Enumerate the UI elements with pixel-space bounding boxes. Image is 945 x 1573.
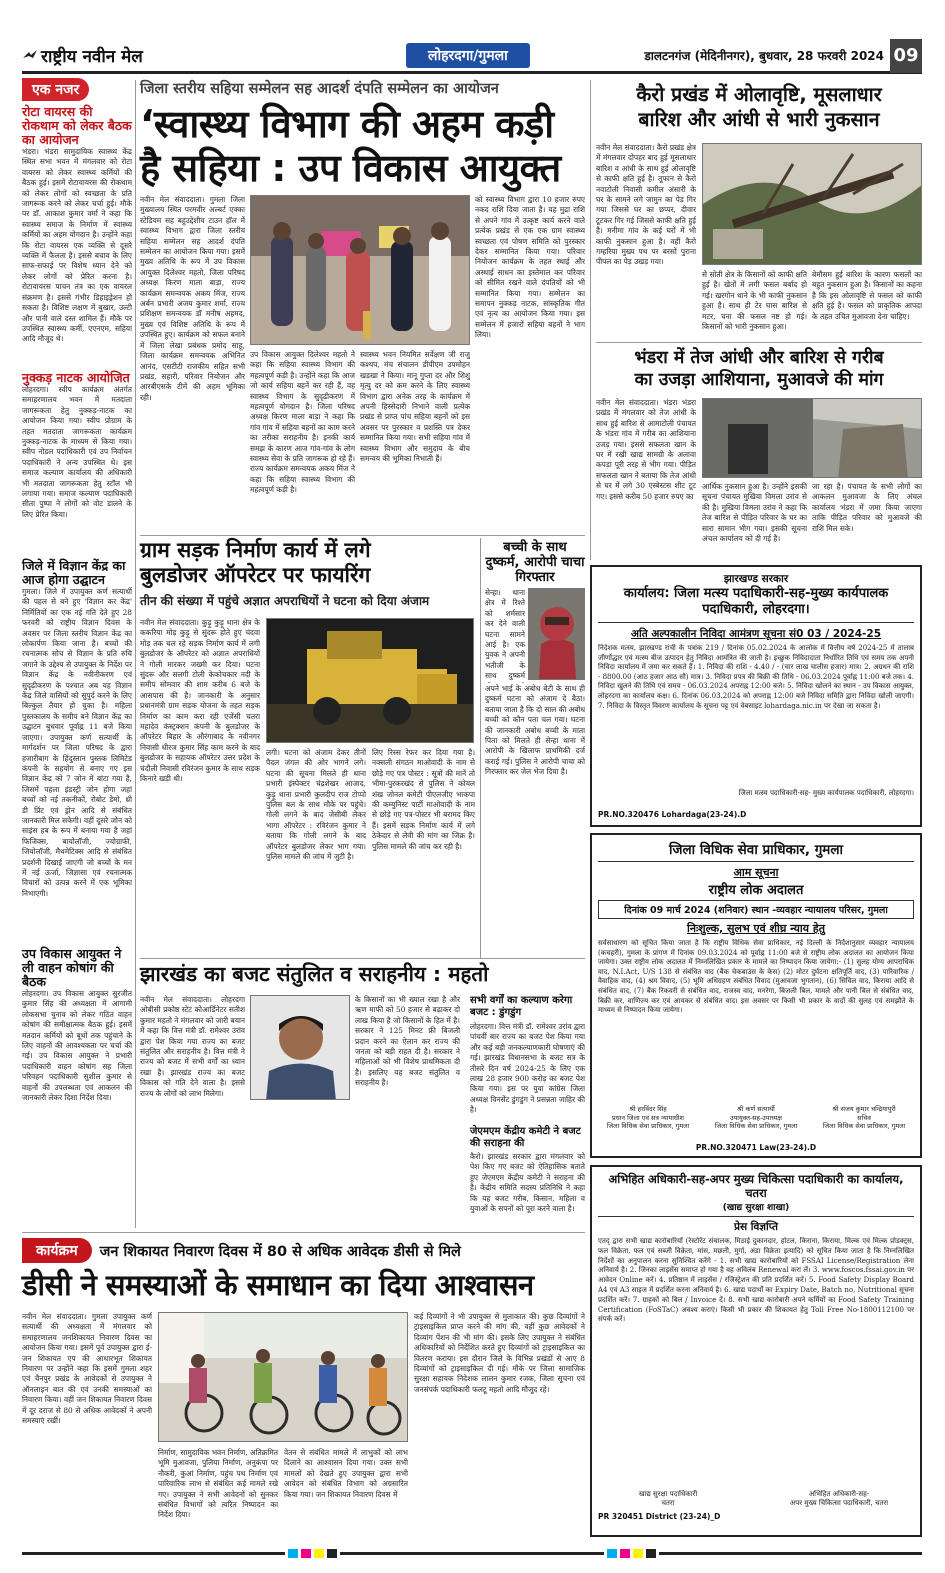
brief-4-headline: उप विकास आयुक्त ने ली वाहन कोषांग की बैठक: [22, 946, 122, 989]
masthead: [22, 40, 922, 74]
bachhi-col-2: अपने भाई के अबोध बेटी के साथ ही दुष्कर्म घटना को अंजाम दे बैठा। बताया जाता है कि दो साल की अबोध बच्ची को कौन पता चल गया। घटना की जानकारी अबोध बच्ची के माता पिता को मिलते ही सेन्हा थाना में आरोपी के खिलाफ प्राथमिकी दर्ज कराई गई। पुलिस ने आरोपी चाचा को गिरफ्तार कर जेल भेज दिया है।: [485, 684, 585, 777]
karyakram-label: कार्यक्रम: [22, 1238, 92, 1263]
bulldozer-story: [140, 538, 475, 609]
notice2-sign-2: श्री कर्ण सत्यार्थी उपायुक्त-सह-उपाध्यक्ष जिला विधिक सेवा प्राधिकार, गुमला: [714, 1105, 798, 1130]
budget-headline: झारखंड का बजट संतुलित व सराहनीय : महतो: [140, 962, 489, 986]
brief-2-body: लोहरदगा। स्वीप कार्यक्रम अंतर्गत समाहरणालय भवन में मतदाता जागरूकता हेतु नुक्कड़-नाटक का आयोजन किया गया। स्वीप प्रोग्राम के तहत मतदाता जागरूकता कार्यक्रम नुक्कड़-नाटक के माध्यम से किया गया। स्वीप नोडल पदाधिकारी एवं उप निर्वाचन पदाधिकारी ने अन्य उपस्थित थे। इस समाज कल्याण कार्यालय की अधिकारी भी मतदाता जागरूकता हेतु स्टॉल भी लगाया गया। समाज कल्याण पदाधिकारी सीता पुष्पा ने लोगों को वोट डालने के लिए प्रेरित किया।: [22, 385, 132, 519]
karo-col-2: से सोती क्षेत्र के किसानों को काफी क्षति हुई है। खेतों में लगी फसल बर्बाद हो गई। खरगोन थाने के भी काफी नुकसान हुआ है। साथ ही टेर घास बारिश से मटर, चना की फसल नष्ट हो गई। किसानों को भारी नुकसान हुआ।: [702, 270, 807, 332]
bulldozer-col-2: लगी। घटना को अंजाम देकर तीनों पैदल जंगल की ओर भागने लगे। घटना की सूचना मिलते ही थाना प्रभारी इंस्पेक्टर चंद्रशेखर आजाद, कुड़ू थाना प्रभारी कुलदीप राज टोप्पो पुलिस बल के साथ मौके पर पहुंचे। गोली लगने के बाद जेसीबी लेकर भागा ऑपरेटर : रविरंजन कुमार ने बताया कि गोली लगने के बाद ऑपरेटर बुलडोजर लेकर भाग गया। पुलिस मामले की जांच में जुटी है।: [266, 748, 366, 862]
lead-headline-line2: है सहिया : उप विकास आयुक्त: [140, 146, 561, 190]
notice3-office: अभिहित अधिकारी-सह-अपर मुख्य चिकित्सा पदाधिकारी का कार्यालय, चतरा: [608, 1172, 904, 1200]
notice2-date-line: दिनांक 09 मार्च 2024 (शनिवार) स्थान -व्यवहार न्यायालय परिसर, गुमला: [598, 900, 914, 919]
brief-1-headline: रोटा वायरस की रोकथाम को लेकर बैठक का आयोजन: [22, 104, 132, 147]
notice1-signature: जिला मत्स्य पदाधिकारी-सह- मुख्य कार्यपालक पदाधिकारी, लोहरदगा।: [738, 789, 914, 797]
notice2-sign-3: श्री संजय कुमार चन्द्रियापुरी सचिव जिला विधिक सेवा प्राधिकार, गुमला: [822, 1105, 906, 1130]
mahto-photo: [250, 995, 350, 1100]
tricycle-photo: [158, 1312, 408, 1442]
bachhi-story: [485, 540, 585, 585]
budget-story: [140, 962, 585, 987]
notice1-body: निदेशक मत्स्य, झारखण्ड रांची के पत्रांक 219 / दिनांक 05.02.2024 के आलोक में वित्तीय वर्ष 2024-25 में तालाब जीर्णोद्धार एवं मत्स्य बीज उत्पादन हेतु निविदा आमंत्रित की जाती है। इच्छुक निविदादाता निर्धारित तिथि एवं समय तक अपनी निविदा कार्यालय में जमा कर सकते हैं। 1. निविदा की राशि - 4.40 / - (चार लाख चालीस हजार) मात्र। 2. अग्रधन की राशि - 8800.00 (आठ हजार आठ सौ) मात्र। 3. निविदा प्रपत्र की बिक्री की तिथि - 06.03.2024 पूर्वाह्न 11:00 बजे तक। 4. निविदा खुलने की तिथि एवं समय - 06.03.2024 अपराह्न 12:00 बजे। 5. निविदा खोलने का स्थान - उप विकास आयुक्त, लोहरदगा का कार्यालय कक्ष। 6. दिनांक 06.03.2024 को अपराह्न 12:00 बजे निविदा समिति द्वारा निविदा खोली जाएगी। 7. निविदा के विस्तृत विवरण कार्यालय के सूचना पट्ट एवं वेबसाइट lohardaga.nic.in पर देखा जा सकता है।: [598, 644, 914, 710]
brief-3-headline: जिले में विज्ञान केंद्र का आज होगा उद्घाटन: [22, 558, 126, 587]
jmm-headline: जेएमएम केंद्रीय कमेटी ने बजट की सराहना की: [470, 1126, 581, 1149]
karo-story: [596, 82, 922, 132]
ek-nazar-label: एक नजर: [22, 78, 89, 101]
lead-col-1: नवीन मेल संवाददाता। गुमला जिला मुख्यालय स्थित परमवीर अल्बर्ट एक्का स्टेडियम सह बहुउद्देशीय टाउन हॉल में स्वास्थ्य विभाग द्वारा जिला स्तरीय सहिया सम्मेलन सह आदर्श दंपति सम्मेलन का आयोजन किया गया। इसमें मुख्य अतिथि के रूप में उप विकास आयुक्त दिलेश्वर महतो, जिला परिषद अध्यक्ष किरण माला बाड़ा, राज्य कार्यक्रम समन्वयक अकय मिंज, राज्य अर्बन प्रभारी अजय कुमार शर्मा, राज्य प्रशिक्षण समन्वयक डॉ मनीष अहमद, मुख्य एवं विशिष्ट अतिथि के रूप में उपस्थित हुए। कार्यक्रम को सफल बनाने में जिला लेखा प्रबंधक प्रमोद साहू, जिला कार्यक्रम समन्वयक अभिनित आनंद, एसटीटी राजकीय सहित सभी प्रखंड, सहारी, परिवार नियोजन और आरबीएसके टीमें की अहम भूमिका रही।: [140, 195, 245, 402]
section-tag: लोहरदगा/गुमला: [406, 43, 530, 68]
bulldozer-subhead: तीन की संख्या में पहुंचे अज्ञात अपराधियों ने घटना को दिया अंजाम: [140, 594, 430, 608]
bhandra-headline-line1: भंडरा में तेज आंधी और बारिश से गरीब: [634, 348, 884, 368]
karyakram-col-1: नवीन मेल संवाददाता। गुमला उपायुक्त कर्ण सत्यार्थी की अध्यक्षता में मंगलवार को समाहरणालय जनशिकायत निवारण दिवस का आयोजन किया गया। इसमें पूर्व उपायुक्त द्वारा ई-जन शिकायत एप की आधारभूत शिकायत निवारण पर उन्होंने कहा कि इसमें गुमला शहर एवं चैनपुर प्रखंड के आवेदकों से उपायुक्त ने ऑनलाइन बात की एवं उनकी समस्याओं का निवारण किया। वहीं जन शिकायत निवारण दिवस में दूर दराज से 80 से अधिक आवेदकों ने अपनी समस्याएं रखीं।: [22, 1312, 152, 1426]
notice2-body: सर्वसाधारण को सूचित किया जाता है कि राष्ट्रीय विधिक सेवा प्राधिकार, नई दिल्ली के निर्देशानुसार व्यवहार न्यायालय (कचहरी), गुमला के प्रांगण में दिनांक 09.03.2024 को पूर्वाह्न 11:00 बजे से राष्ट्रीय लोक अदालत का आयोजन किया जायेगा। उक्त राष्ट्रीय लोक अदालत में निम्नलिखित प्रकार के मामले का निष्पादन किया जायेगा:- (1) सुलह योग्य आपराधिक वाद, N.I.Act, U/S 138 से संबंधित वाद (बैंक चेकबाउंस के केस) (2) मोटर दुर्घटना क्षतिपूर्ति वाद, (3) पारिवारिक / वैवाहिक वाद, (4) श्रम विवाद, (5) भूमि अधिग्रहण संबंधित विवाद (मुआवजा भुगतान), (6) सिविल वाद, किराया आदि से संबंधित वाद, (7) बैंक रिकवरी से संबंधित वाद, राजस्व वाद, मनरेगा, बिजली बिल, मामले और पानी बिल से संबंधित वाद, बिक्री कर, वाणिज्य कर एवं आयकर से संबंधित वाद। इस अवसर पर किसी भी प्रकार के वादों की सुलह एवं समझौते के माध्यम से निष्पादन किया जायेगा।: [598, 939, 914, 1015]
notice2-tagline: निःशुल्क, सुलभ एवं शीघ्र न्याय हेतु: [686, 922, 825, 935]
brief-1-body: भंडरा। भंडरा सामुदायिक स्वास्थ्य केंद्र स्थित सभा भवन में मंगलवार को रोटा वायरस को लेकर स्वास्थ्य कर्मियों की बैठक हुई। इसमें रोटावायरस की रोकथाम को लेकर लोगों को स्वच्छता के प्रति जागरूक करने को लेकर चर्चा हुई। मौके पर डॉ. आकाश कुमार वर्मा ने कहा कि स्वास्थ्य समाज के निर्माण में स्वास्थ्य कर्मियों का अहम योगदान है। उन्होंने कहा कि रोटा वायरस एक व्यक्ति से दूसरे व्यक्ति में फैलता है। इससे बचाव के लिए साफ-सफाई पर विशेष ध्यान देने को लेकर लोगों को प्रेरित करना है। रोटावायरस पाचन तंत्र का एक वायरल संक्रमण है। इससे गंभीर डिहाइड्रेशन हो सकता है। विशिष्ट लक्षण में बुखार, उल्टी और पानी वाले दस्त शामिल हैं। मौके पर उपस्थित स्वास्थ्य कर्मी, एएनएम, सहिया आदि मौजूद थे।: [22, 147, 132, 344]
bhandra-col-1: नवीन मेल संवाददाता। भंडरा भंडरा प्रखंड में मंगलवार को तेज आंधी के साथ हुई बारिश से आमाटोली पंचायत के भंडरा गांव में गरीब का आशियाना उजड़ गया। इससे सफलता खान के घर में रखी खाद्य सामग्री के अलावा कपड़ा पूरी तरह से भीग गया। पीड़ित सफलता खान ने बताया कि तेज आंधी से घर में लगे 30 एस्बेस्टस शीट टूट गए। इससे करीब 50 हजार रुपए का: [596, 398, 696, 501]
notice2-title: राष्ट्रीय लोक अदालत: [708, 883, 804, 898]
brief-4-body: लोहरदगा। उप विकास आयुक्त सुरजीत कुमार सिंह की अध्यक्षता में आगामी लोकसभा चुनाव को लेकर गठित वाहन कोषांग की समीक्षात्मक बैठक हुई। इसमें मतदान कर्मियों को बूथों तक पहुंचाने के लिए वाहनों की आवश्यकता पर चर्चा की गई। उप विकास आयुक्त ने प्रभारी पदाधिकारी वाहन कोषांग सह जिला परिवहन पदाधिकारी सुशील कुमार से वाहनों की उपलब्धता एवं आकलन की जानकारी लेकर दिशा निर्देश दिया।: [22, 989, 132, 1103]
bhandra-col-2: आर्थिक नुकसान हुआ है। उन्होंने इसकी सूचना पंचायत मुखिया विमला उरांव से की है। मुखिया विमला उरांव ने कहा कि तेज बारिश से पीड़ित परिवार के घर का सारा सामान भीग गया। इसकी सूचना अंचल कार्यालय को दी गई है।: [702, 482, 807, 544]
bulldozer-headline-line2: बुलडोजर ऑपरेटर पर फायरिंग: [140, 563, 371, 587]
notice1-title: अति अल्पकालीन निविदा आमंत्रण सूचना सं0 03 / 2024-25: [630, 628, 882, 640]
lok-adalat-notice: [590, 833, 922, 1158]
karo-col-1: नवीन मेल संवाददाता। कैरो प्रखंड क्षेत्र में मंगलवार दोपहर बाद हुई मूसलाधार बारिश व आंधी के साथ हुई ओलावृष्टि से काफी क्षति हुई है। तूफान से कैरो नवाटोली निवासी कमील अंसारी के घर के सामने लगे जामुन का पेड़ गिर गया जिससे घर का छप्पर, दीवार टूटकर गिर गई जिससे काफी क्षति हुई है। मनीमा गांव के कई घरों में भी काफी नुकसान हुआ है। वहीं कैरो गम्हरिया मुख्य पथ पर बरसों पुराना पीपल का पेड़ उखड़ गया।: [596, 143, 696, 267]
lead-col-3: स्वास्थ्य भवन नियमित सर्वेक्षण जी राजु कश्यप, मंच संचालन डीपीएम उपमोहन खड़खा ने किया। मानू गुप्ता दर और शिशु मृत्यु दर को कम करने के लिए स्वास्थ्य विभाग द्वारा अनेक तरह के कार्यक्रम में अपनी हिस्सेदारी निभाने वाली प्रत्येक प्रखंड से प्राप्त पांच सहिया बहनों को इस अवसर पर पुरस्कार व प्रशस्ति पत्र देकर सम्मानित किया गया। सभी सहिया गांव में स्वास्थ्य विभाग और समुदाय के बीच समन्वय की भूमिका निभाती हैं।: [360, 350, 470, 464]
lead-kicker: जिला स्तरीय सहिया सम्मेलन सह आदर्श दंपति सम्मेलन का आयोजन: [140, 81, 499, 97]
fisheries-tender-notice: [590, 565, 922, 827]
notice3-sign-2: अभिहित अधिकारी-सह- अपर मुख्य चिकित्सा पदाधिकारी, चतरा: [789, 1490, 889, 1507]
bulldozer-photo: [266, 618, 474, 743]
dateline: डालटनगंज (मेदिनीनगर), बुधवार, 28 फरवरी 2024: [644, 49, 884, 63]
brand-name: राष्ट्रीय नवीन मेल: [41, 47, 143, 67]
karo-headline-line2: बारिश और आंधी से भारी नुकसान: [638, 108, 880, 131]
karyakram-headline: डीसी ने समस्याओं के समाधान का दिया आश्वासन: [22, 1268, 534, 1302]
brief-3-body: गुमला। जिले में उपायुक्त कर्ण सत्यार्थी की पहल से बने हुए 'विज्ञान कर केंद्र' निर्मितियों का एक नई गति देते हुए 28 फरवरी को राष्ट्रीय विज्ञान दिवस के अवसर पर जिला स्तरीय विज्ञान केंद्र का लोकार्पण किया जाना है। बच्चों की रचनात्मक सोच से विज्ञान के प्रति रुचि जगाने के उद्देश्य से उपायुक्त के निर्देश पर विज्ञान केंद्र के नवीनीकरण एवं सुदृढ़ीकरण के पश्चात अब यह विज्ञान केंद्र जिले वासियों को सुपुर्द करने के लिए बिल्कुल तैयार हो चुका है। महिला पुस्तकालय के समीप बने विज्ञान केंद्र का उद्घाटन बुधवार पूर्वाह्न 11 बजे किया जाएगा। उपायुक्त कर्ण सत्यार्थी के मार्गदर्शन पर जिला परिषद के द्वारा हजारीबाग के हिंदुस्तान पुस्तक लिमिटेड कंपनी के सहयोग से बनाए गए इस विज्ञान केंद्र को 7 जोन में बांटा गया है, जिसमें पहला इंडस्ट्री जोन होगा जहां बच्चों को नई तकनीकों, रोबोट डेमो, थ्री डी प्रिंट एवं ड्रोन आदि से संबंधित जानकारी मिल सकेगी। वहीं दूसरे जोन को साइंस हब के रूप में बनाया गया है जहां फिजिक्स, बायोलॉजी, ज्योग्राफी, जियोलॉजी, मैथमेटिक्स आदि से संबंधित प्रदर्शनी दिखाई जाएगी जो बच्चों के मन में नई ऊर्जा, जिज्ञासा एवं रचनात्मक विचारों को उत्पन्न करने में एक भूमिका निभाएगी।: [22, 587, 132, 898]
budget-col-1: नवीन मेल संवाददाता। लोहरदगा ओबीसी प्रकोष्ठ स्टेट कोआर्डिनेटर सतीश कुमार महतो ने मंगलवार को जारी बयान में कहा कि वित्त मंत्री डॉ. रामेश्वर उरांव द्वारा पेश किया गया राज्य का बजट संतुलित और सराहनीय है। वित्त मंत्री ने राज्य को बजट में सभी वर्गों का ध्यान रखा है। झारखंड राज्य का बजट विकास को गति देने वाला है। इससे राज्य के लोगों को लाभ मिलेगा।: [140, 995, 245, 1098]
notice3-title: प्रेस विज्ञप्ति: [734, 1221, 778, 1233]
karo-photo: [702, 143, 922, 265]
notice3-body: एतद् द्वारा सभी खाद्य कारोबारियों (रेस्टोरेंट संचालक, मिठाई दुकानदार, होटल, किराना, किराया, मिल्क एवं मिल्क प्रोडक्ट्स, फल विक्रेता, फल एवं सब्जी विक्रेता, मांस, मछली, मुर्गा, अंडा विक्रेता इत्यादि) को सूचित किया जाता है कि निम्नलिखित निर्देशों का अनुपालन करना सुनिश्चित करेंगे - 1. सभी खाद्य कारोबारियों को FSSAI License/Registration लेना अनिवार्य है। 2. जिनका लाइसेंस समाप्त हो गया है वह अविलंब Renewal करा लें। 3. www.foscos.fssai.gov.in पर आवेदन Online करें। 4. प्रतिष्ठान में लाइसेंस / रजिस्ट्रेशन की प्रति प्रदर्शित करें। 5. Food Safety Display Board A4 एवं A3 साइज में प्रदर्शित करना अनिवार्य है। 6. खाद्य पदार्थों का Expiry Date, Batch no, Nutritional सूचना प्रदर्शित करें। 7. ग्राहकों को बिल / Invoice दें। 8. सभी खाद्य कारोबारी अपने कर्मियों का Food Safety Training Certification (FoSTaC) अवश्य कराएं। किसी भी प्रकार की शिकायत हेतु Toll Free No-1800112100 पर संपर्क करें।: [598, 1237, 914, 1324]
karyakram-kicker: जन शिकायत निवारण दिवस में 80 से अधिक आवेदक डीसी से मिले: [99, 1243, 461, 1260]
fssai-press-notice: [590, 1165, 922, 1537]
bulldozer-headline-line1: ग्राम सड़क निर्माण कार्य में लगे: [140, 538, 371, 562]
notice1-office: कार्यालय: जिला मत्स्य पदाधिकारी-सह-मुख्य कार्यपालक पदाधिकारी, लोहरदगा।: [623, 586, 889, 617]
accused-photo: [528, 588, 585, 680]
bhandra-story: [596, 347, 922, 391]
notice2-sign-1: श्री हरविंदर सिंह प्रधान जिला एवं सत्र न्यायाधीश जिला विधिक सेवा प्राधिकार, गुमला: [606, 1105, 690, 1130]
jmm-story: [470, 1126, 585, 1150]
karyakram-banner: [22, 1238, 585, 1263]
bachhi-headline: बच्ची के साथ दुष्कर्म, आरोपी चाचा गिरफ्तार: [485, 540, 585, 585]
ek-nazar-column: [22, 78, 132, 1228]
lead-photo: [250, 195, 470, 345]
notice2-office: जिला विधिक सेवा प्राधिकार, गुमला: [668, 842, 844, 858]
bird-logo-icon: [22, 49, 38, 63]
karo-col-3: बेमौसम हुई बारिश के कारण फसलों का बहुत नुकसान हुआ है। किसानों का कहना है कि इस ओलावृष्टि से फसल को काफी क्षति हुई है। फसल को प्राकृतिक आपदा के तहत उचित मुआवजा देना चाहिए।: [812, 270, 922, 321]
brief-2-headline: नुक्कड़ नाटक आयोजित: [22, 370, 130, 385]
karo-headline-line1: कैरो प्रखंड में ओलावृष्टि, मूसलाधार: [636, 83, 882, 106]
registration-color-bar: [22, 1548, 922, 1558]
page-number: 09: [890, 39, 922, 73]
notice3-pr-number: PR 320451 District (23-24)_D: [598, 1512, 721, 1521]
karyakram-col-2: निर्माण, सामुदायिक भवन निर्माण, अतिक्रमित भूमि मुआवजा, पुलिया निर्माण, अनुकंपा पर नौकरी, कुआं निर्माण, पहुंच पथ निर्माण एवं पारिवारिक लाभ से संबंधित कई मामले रखे गए। उपायुक्त ने सभी आवेदनों को सुनकर संबंधित विभागों को त्वरित निष्पादन का निर्देश दिया।: [158, 1448, 278, 1520]
karyakram-col-3: वेतन से संबंधित मामले में लाभुकों को लाभ दिलाने का आश्वासन दिया गया। उक्त सभी मामलों को देखते हुए उपायुक्त द्वारा सभी आवेदन को संबंधित विभाग को अग्रसारित किया गया। जन शिकायत निवारण दिवस में: [284, 1448, 408, 1499]
notice1-gov: झारखण्ड सरकार: [723, 573, 789, 585]
lead-col-2: उप विकास आयुक्त दिलेश्वर महतो ने कहा कि सहिया स्वास्थ्य विभाग की महत्वपूर्ण कड़ी है। उन्होंने कहा कि आज जो कार्य सहिया बहनें कर रही हैं, वह स्वास्थ्य विभाग के सुदृढ़ीकरण में महत्वपूर्ण योगदान है। जिला परिषद अध्यक्ष किरण माला बाड़ा ने कहा कि गांव गांव में सहिया बहनों का काम करने का तरीका सराहनीय है। इनकी कार्य समझ के कारण आज गांव-गांव के लोग स्वास्थ्य सेवा के प्रति जागरूक हो रहे हैं। राज्य कार्यक्रम समन्वयक अकय मिंज ने कहा कि सहिया स्वास्थ्य विभाग की महत्वपूर्ण कड़ी है।: [250, 350, 355, 495]
notice3-office-sub: (खाद्य सुरक्षा शाखा): [722, 1203, 790, 1213]
bulldozer-col-1: नवीन मेल संवाददाता। कुड़ू कुड़ू थाना क्षेत्र के ककरिया मोड़ कुड़ू से सुंदरू होते हुए चंदवा मोड़ तक चल रहे सड़क निर्माण कार्य में लगी बुलडोजर के ऑपरेटर को अज्ञात अपराधियों ने गोली मारकर जख्मी कर दिया। घटना सुंदरू और सलगी टोली केकोचकार नदी के समीप सोमवार की शाम करीब 6 बजे के आसपास की है। जानकारी के अनुसार प्रधानमंत्री ग्राम सड़क योजना के तहत सड़क निर्माण का काम करा रही एजेंसी चतरा महादेव कंस्ट्रक्शन कंपनी के बुलडोजर के ऑपरेटर बिहार के औरंगाबाद के नवीनगर निवासी धीरज कुमार सिंह काम करने के बाद बुलडोजर के सहायक ऑपरेटर उत्तर प्रदेश के चंदौली निवासी रविरंजन कुमार के साथ सड़क किनारे खड़ी थी।: [140, 618, 260, 784]
notice3-sign-1: खाद्य सुरक्षा पदाधिकारी चतरा: [638, 1490, 698, 1507]
bhandra-photo: [702, 398, 922, 478]
lead-col-4: को स्वास्थ्य विभाग द्वारा 10 हजार रुपए नकद राशि दिया जाता है। यह मुद्रा राशि से अपने गांव में उत्कृष्ट कार्य करने वाले प्रत्येक प्रखंड से एक एक ग्राम स्वास्थ्य स्वच्छता एवं पोषण समिति को पुरस्कार देकर सम्मानित किया गया। परिवार नियोजन कार्यक्रम के तहत स्थाई और अस्थाई साधन का इस्तेमाल कर परिवार को सीमित रखने वाले दंपतियों को भी सम्मानित किया गया। सम्मेलन का समापन नुक्कड़ नाटक, सांस्कृतिक गीत एवं नृत्य का आयोजन किया गया। इस सम्मेलन में हजारों सहिया बहनों ने भाग लिया।: [475, 195, 585, 340]
jmm-body: कैरो। झारखंड सरकार द्वारा मंगलवार को पेश किए गए बजट को ऐतिहासिक बताते हुए जेएमएम केंद्रीय कमेटी ने सराहना की है। केंद्रीय समिति सदस्य प्रतिनिधि ने कहा कि यह बजट गरीब, किसान, महिला व युवाओं के सपनों को पूरा करने वाला है।: [470, 1152, 585, 1214]
lead-story: [140, 78, 585, 190]
karyakram-headline-wrap: [22, 1268, 585, 1302]
bachhi-col-1: सेन्हा। थाना क्षेत्र में रिश्ते को शर्मसार कर देने वाली घटना सामने आई है। एक युवक ने अपनी भतीजी के साथ दुष्कर्म: [485, 588, 525, 681]
karyakram-col-4: कई दिव्यांगों ने भी उपायुक्त से मुलाकात की। कुछ दिव्यांगों ने ट्राइसाइकिल प्राप्त करने की मांग की, वहीं कुछ आवेदकों ने दिव्यांग पेंशन की भी मांग की। इसके लिए उपायुक्त ने संबंधित अधिकारियों को निर्देशित करते हुए दिव्यांगों को ट्राइसाइकिल का वितरण कराया। इस दौरान जिले के विभिन्न प्रखंडों से आए 8 दिव्यांगों को ट्राइसाइकिल दी गई। मौके पर जिला सामाजिक सुरक्षा सहायक निदेशक लालन कुमार रजक, जिला सूचना एवं जनसंपर्क पदाधिकारी फलटू महतो आदि मौजूद रहे।: [414, 1312, 585, 1394]
dungdung-story: [470, 995, 585, 1019]
lead-headline-line1: ‘स्वास्थ्य विभाग की अहम कड़ी: [140, 102, 554, 146]
dungdung-body: लोहरदगा। वित्त मंत्री डॉ. रामेश्वर उरांव द्वारा पांचवीं बार राज्य का बजट पेश किया गया और कई बड़ी जनकल्याणकारी घोषणाएं की गई। झारखंड विधानसभा के बजट सत्र के तीसरे दिन वर्ष 2024-25 के लिए एक लाख 28 हजार 900 करोड़ का बजट पेश किया गया। इस पर युवा कांग्रेस जिला अध्यक्ष विनसेंट डुंगडुंग ने प्रसन्नता जाहिर की है।: [470, 1022, 585, 1115]
notice1-pr-number: PR.NO.320476 Lohardaga(23-24).D: [598, 810, 747, 819]
bhandra-headline-line2: का उजड़ा आशियाना, मुआवजे की मांग: [634, 370, 884, 390]
notice2-subtitle: आम सूचना: [733, 866, 779, 879]
dungdung-headline: सभी वर्गों का कल्याण करेगा बजट : डुंगडुंग: [470, 995, 573, 1018]
bulldozer-col-3: लिए रिस्स रेफर कर दिया गया है। नक्सली संगठन माओवादी के नाम से छोड़े गए पत्र पोस्टर : सूत्रों की मानें तो भीमा-पुरकरखंद से पुलिस ने कोयल शंख जोनल कमेटी पीएलजीए भाकपा की कम्युनिस्ट पार्टी माओवादी के नाम से छोड़े गए पत्र-पोस्टर भी बरामद किए हैं। इसमें सड़क निर्माण कार्य में लगे ठेकेदार से लेवी की मांग का जिक्र है। पुलिस मामले की जांच कर रही है।: [372, 748, 475, 851]
notice2-pr-number: PR.NO.320471 Law(23-24).D: [695, 1143, 817, 1152]
bhandra-col-3: जा रहा है। पंचायत के सभी लोगों का आकलन मुआवजा के लिए अंचल कार्यालय भंडरा में जमा किया जाएगा ताकि पीड़ित परिवार को मुआवजे की राशि मिल सके।: [812, 482, 922, 533]
budget-col-3: के किसानों का भी ख्याल रखा है और ऋण माफी को 50 हजार से बढ़ाकर दो लाख किया है जो किसानों के हित में है। सरकार ने 125 मिनट फ्री बिजली प्रदान करने का ऐलान कर राज्य की जनता को बड़ी राहत दी है। सरकार ने महिलाओं को भी विशेष प्राथमिकता दी है। इसलिए यह बजट संतुलित व सराहनीय है।: [355, 995, 460, 1088]
